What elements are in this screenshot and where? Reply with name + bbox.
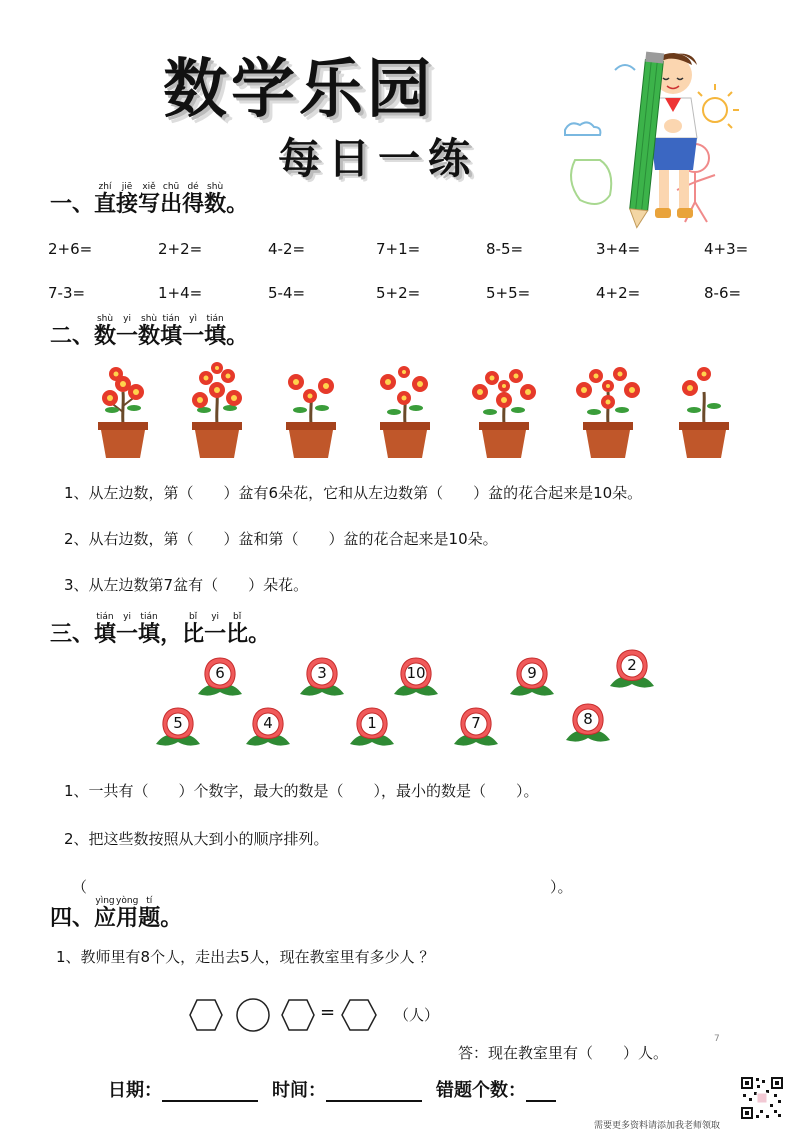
hexagon-blank-icon[interactable]: [280, 998, 316, 1032]
peach: 8: [564, 700, 612, 746]
question-2-1[interactable]: 1、从左边数，第（ ）盆有6朵花，它和从左边数第（ ）盆的花合起来是10朵。: [64, 484, 643, 502]
equation[interactable]: 8-6=: [704, 284, 742, 302]
hexagon-blank-icon[interactable]: [188, 998, 224, 1032]
equation[interactable]: 4-2=: [268, 240, 306, 258]
order-answer-close: ）。: [550, 878, 573, 896]
word-problem-1: 1、教师里有8个人，走出去5人，现在教室里有多少人 ？: [56, 948, 435, 966]
equation[interactable]: 5+2=: [376, 284, 421, 302]
equation[interactable]: 4+2=: [596, 284, 641, 302]
peach: 1: [348, 704, 396, 750]
section-4-heading: 四、 yìng 应 yòng 用 tí 题 。: [50, 896, 183, 931]
footer-note: 需要更多资料请添加我老师领取: [594, 1121, 721, 1131]
section-2-heading: 二、 shù 数 yi 一 shù 数 tián 填 yì 一 tián 填 。: [50, 314, 249, 349]
qr-code-icon: [740, 1076, 784, 1120]
page-number: 7: [714, 1034, 720, 1044]
peach: 9: [508, 654, 556, 700]
page-title: 数学乐园: [163, 52, 435, 127]
date-label: 日期：: [108, 1080, 162, 1101]
section-1-number: 一、: [50, 192, 95, 217]
time-label: 时间：: [272, 1080, 326, 1101]
page-subtitle: 每日一练: [278, 134, 479, 183]
order-answer-blank[interactable]: [90, 872, 546, 896]
peach: 2: [608, 646, 656, 692]
flower-pot-icon: [374, 362, 436, 462]
flower-pot-row: [92, 362, 732, 462]
hexagon-result-icon[interactable]: [340, 998, 378, 1032]
question-3-2: 2、把这些数按照从大到小的顺序排列。: [64, 830, 329, 848]
question-2-3[interactable]: 3、从左边数第7盆有（ ）朵花。: [64, 576, 309, 594]
flower-pot-icon: [280, 362, 342, 462]
wrong-count-label: 错题个数：: [436, 1080, 526, 1101]
equation[interactable]: 7-3=: [48, 284, 86, 302]
question-2-2[interactable]: 2、从右边数，第（ ）盆和第（ ）盆的花合起来是10朵。: [64, 530, 498, 548]
equals-sign: =: [320, 1002, 336, 1023]
flower-pot-icon: [676, 362, 732, 462]
peach: 7: [452, 704, 500, 750]
peach: 3: [298, 654, 346, 700]
equation[interactable]: 1+4=: [158, 284, 203, 302]
circle-blank-icon[interactable]: [234, 996, 272, 1034]
section-3-heading: 三、 tián 填 yi 一 tián 填 ， bǐ 比 yi 一 bǐ 比 。: [50, 612, 271, 647]
answer-line[interactable]: 答：现在教室里有（ ）人。: [458, 1044, 669, 1062]
flower-pot-icon: [186, 362, 248, 462]
question-3-1[interactable]: 1、一共有（ ）个数字，最大的数是（ ），最小的数是（ ）。: [64, 782, 539, 800]
footer-bar: [108, 1076, 556, 1102]
peach: 10: [392, 654, 440, 700]
peach: 4: [244, 704, 292, 750]
equation[interactable]: 5-4=: [268, 284, 306, 302]
flower-pot-icon: [572, 362, 644, 462]
peach: 5: [154, 704, 202, 750]
time-field[interactable]: [326, 1082, 422, 1102]
equation[interactable]: 4+3=: [704, 240, 749, 258]
equation[interactable]: 2+6=: [48, 240, 93, 258]
equation[interactable]: 5+5=: [486, 284, 531, 302]
equation[interactable]: 7+1=: [376, 240, 421, 258]
flower-pot-icon: [92, 362, 154, 462]
equation[interactable]: 8-5=: [486, 240, 524, 258]
unit-label: （人）: [394, 1006, 440, 1024]
equation[interactable]: 3+4=: [596, 240, 641, 258]
section-1-heading: 一、 zhí 直 jiē 接 xiě 写 chū 出 dé 得 shù 数 。: [50, 182, 249, 217]
peach: 6: [196, 654, 244, 700]
date-field[interactable]: [162, 1082, 258, 1102]
wrong-count-field[interactable]: [526, 1082, 556, 1102]
boy-with-pencil-illustration: [555, 40, 755, 230]
flower-pot-icon: [468, 362, 540, 462]
equation[interactable]: 2+2=: [158, 240, 203, 258]
order-answer-open: （: [72, 878, 88, 896]
